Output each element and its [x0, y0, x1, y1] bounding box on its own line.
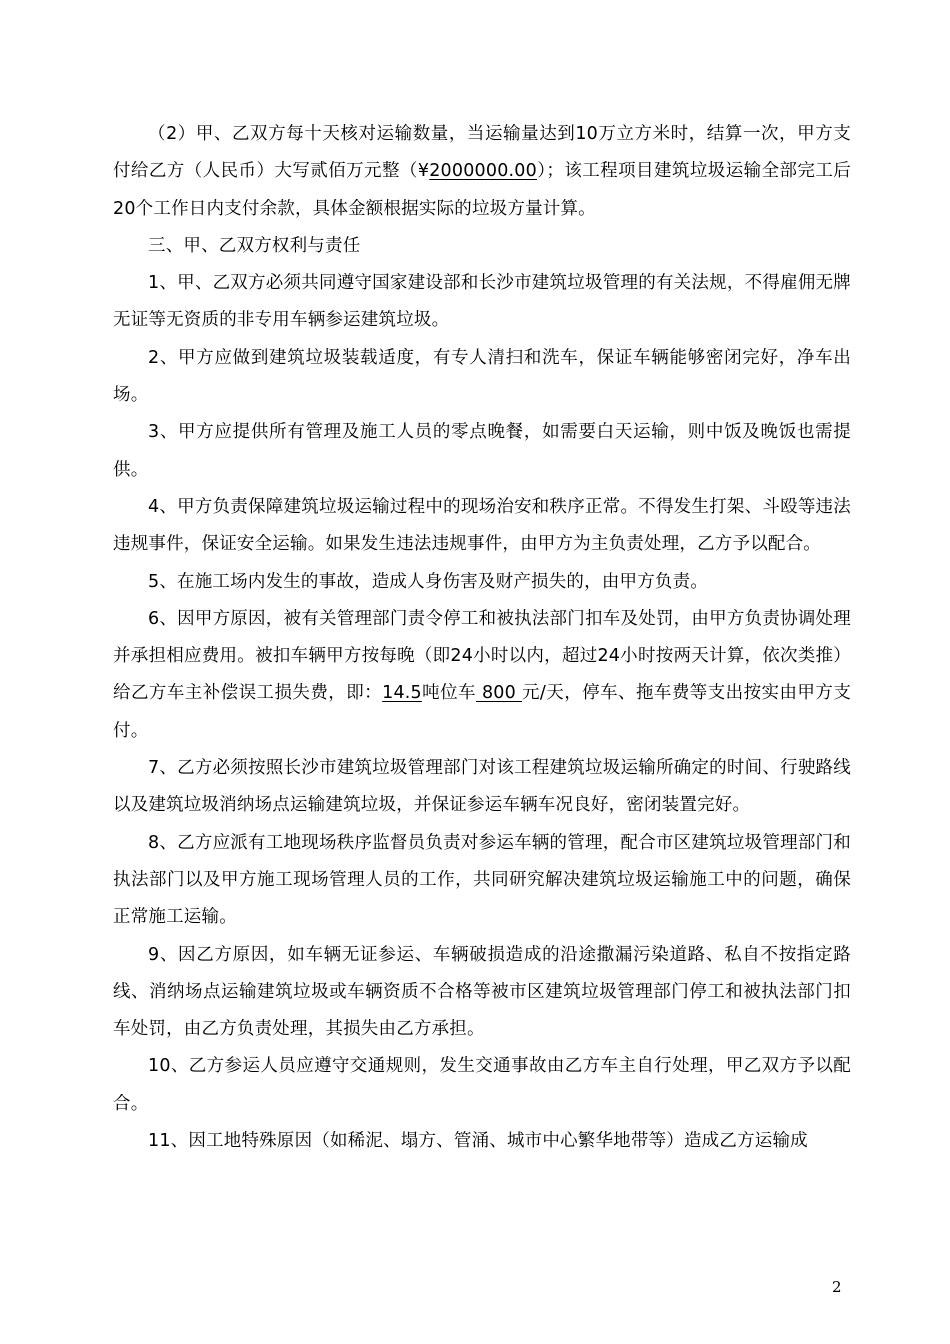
- tonnage-value: 14.5: [382, 683, 422, 704]
- document-body: [113, 116, 851, 1160]
- paragraph-text: 吨位车: [421, 683, 476, 704]
- paragraph-text: 元/天，停车、拖车费等支出按实由甲方支付。: [113, 683, 852, 741]
- paragraph-settlement: [113, 116, 851, 228]
- paragraph-text: （2）甲、乙双方每十天核对运输数量，当运输量达到10万立方米时，结算一次，甲方支付给乙方（人民币）大写贰佰万元整（¥: [113, 124, 851, 182]
- clause-10: 10、乙方参运人员应遵守交通规则，发生交通事故由乙方车主自行处理，甲乙双方予以配合。: [113, 1056, 851, 1114]
- clause-8: 8、乙方应派有工地现场秩序监督员负责对参运车辆的管理，配合市区建筑垃圾管理部门和执法部门以及甲方施工现场管理人员的工作，共同研究解决建筑垃圾运输施工中的问题，确保正常施工运输。: [113, 832, 851, 928]
- clause-11: 11、因工地特殊原因（如稀泥、塌方、管涌、城市中心繁华地带等）造成乙方运输成: [148, 1131, 808, 1152]
- clause-4: 4、甲方负责保障建筑垃圾运输过程中的现场治安和秩序正常。不得发生打架、斗殴等违法违规事件，保证安全运输。如果发生违法违规事件，由甲方为主负责处理，乙方予以配合。: [113, 496, 851, 555]
- paragraph-text: 6、因甲方原因，被有关管理部门责令停工和被执法部门扣车及处罚，由甲方负责协调处理并承担相应费用。被扣车辆甲方按每晚（即24小时以内，超过24小时按两天计算，依次类推）给乙方车主补偿误工损失费，即：: [113, 608, 851, 704]
- clause-6: [113, 601, 851, 750]
- clause-5: 5、在施工场内发生的事故，造成人身伤害及财产损失的，由甲方负责。: [148, 571, 709, 592]
- clause-7: 7、乙方必须按照长沙市建筑垃圾管理部门对该工程建筑垃圾运输所确定的时间、行驶路线以及建筑垃圾消纳场点运输建筑垃圾，并保证参运车辆车况良好，密闭装置完好。: [113, 758, 851, 816]
- section-heading-rights: 三、甲、乙双方权利与责任: [148, 235, 361, 256]
- clause-9: 9、因乙方原因，如车辆无证参运、车辆破损造成的沿途撒漏污染道路、私自不按指定路线、消纳场点运输建筑垃圾或车辆资质不合格等被市区建筑垃圾管理部门停工和被执法部门扣车处罚，由乙方负责处理，其损失由乙方承担。: [113, 944, 851, 1040]
- clause-3: 3、甲方应提供所有管理及施工人员的零点晚餐，如需要白天运输，则中饭及晚饭也需提供。: [113, 422, 851, 480]
- payment-amount: 2000000.00: [429, 161, 537, 182]
- clause-1: 1、甲、乙双方必须共同遵守国家建设部和长沙市建筑垃圾管理的有关法规，不得雇佣无牌无证等无资质的非专用车辆参运建筑垃圾。: [113, 273, 851, 331]
- clause-2: 2、甲方应做到建筑垃圾装载适度，有专人清扫和洗车，保证车辆能够密闭完好，净车出场。: [113, 347, 851, 406]
- paragraph-text: ）；该工程项目建筑垃圾运输全部完工后20个工作日内支付余款，具体金额根据实际的垃圾方量计算。: [113, 161, 851, 219]
- daily-rate-value: 800: [475, 683, 522, 704]
- page-number: 2: [832, 1278, 842, 1296]
